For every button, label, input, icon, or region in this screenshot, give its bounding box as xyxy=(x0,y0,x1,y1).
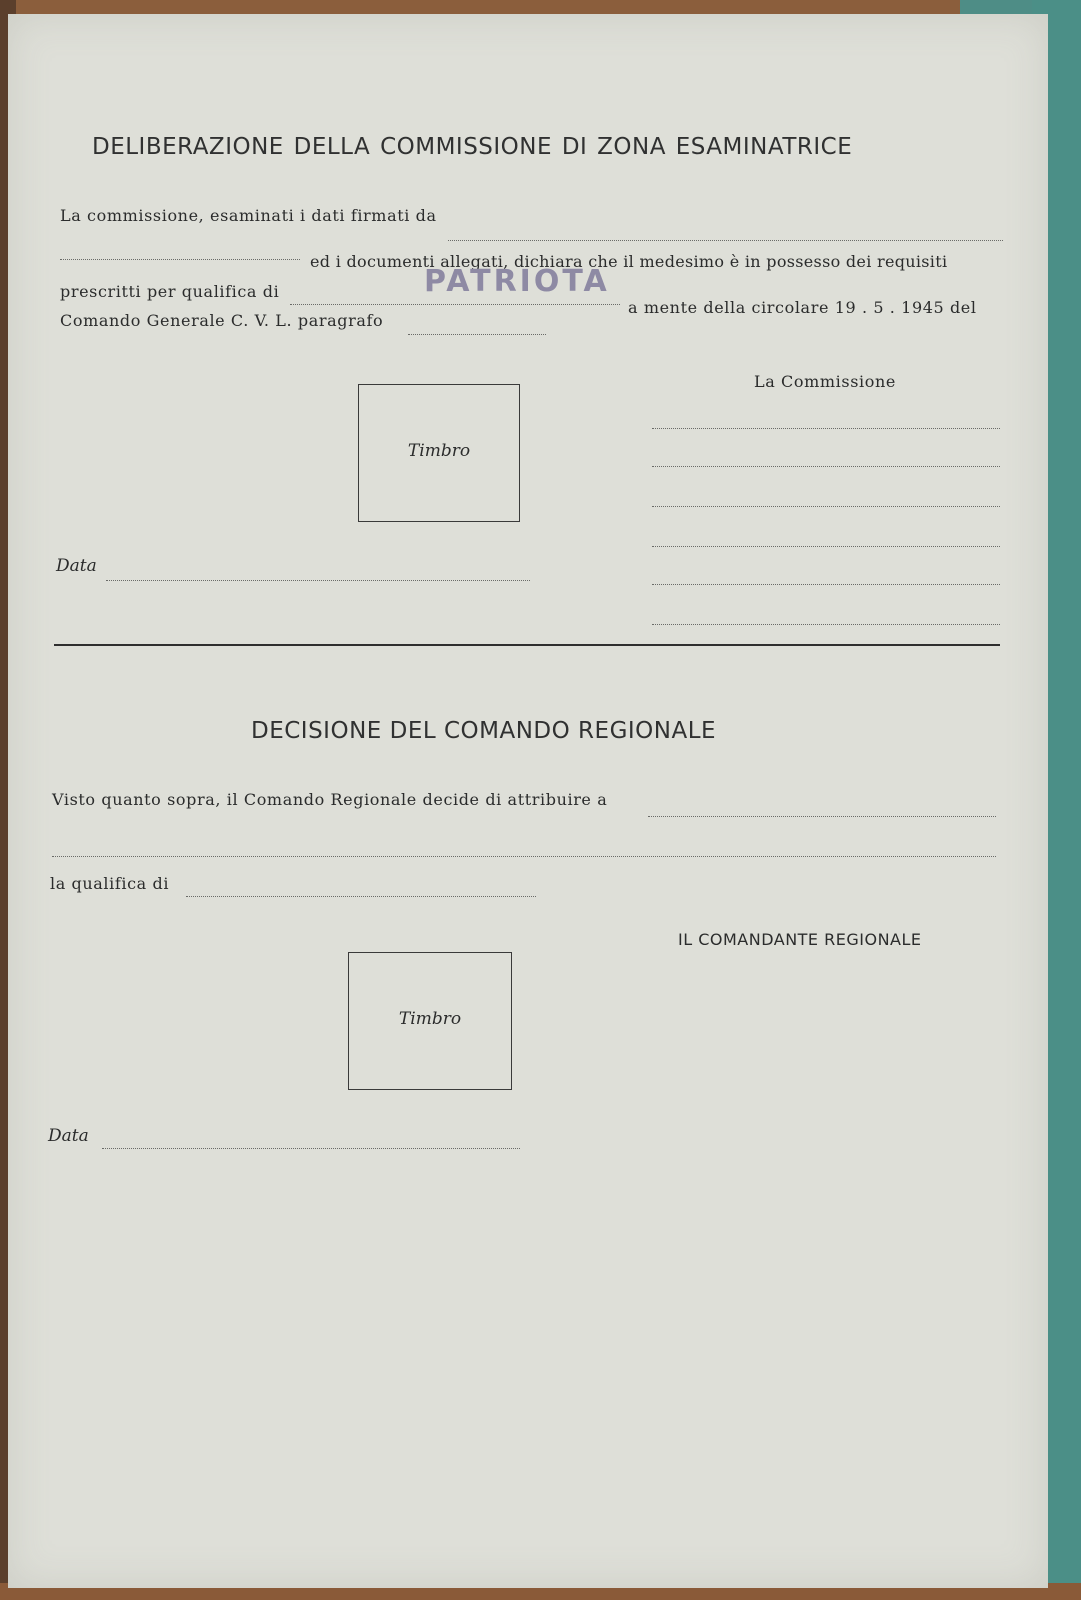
section1-line1-text: La commissione, esaminati i dati firmati da xyxy=(60,206,437,225)
signer-name-field[interactable] xyxy=(448,240,1003,241)
commission-signature-line-5[interactable] xyxy=(652,584,1000,585)
date-label-1: Data xyxy=(56,556,97,576)
commission-signature-line-6[interactable] xyxy=(652,624,1000,625)
recipient-field-continued[interactable] xyxy=(52,856,996,857)
commission-signature-line-4[interactable] xyxy=(652,546,1000,547)
commission-signature-line-3[interactable] xyxy=(652,506,1000,507)
section-divider xyxy=(54,644,1000,646)
document-page xyxy=(8,14,1048,1588)
qualifica-label: la qualifica di xyxy=(50,874,170,893)
section2-title: DECISIONE DEL COMANDO REGIONALE xyxy=(251,718,717,744)
stamp-box-1-label: Timbro xyxy=(407,441,471,461)
commission-signature-line-2[interactable] xyxy=(652,466,1000,467)
stamp-box-1 xyxy=(358,384,520,522)
section1-line3-tail: a mente della circolare 19 . 5 . 1945 del xyxy=(628,298,977,317)
date-field-1[interactable] xyxy=(106,580,530,581)
section1-line4-text: Comando Generale C. V. L. paragrafo xyxy=(60,311,384,330)
qualifica-field[interactable] xyxy=(290,304,620,305)
recipient-field[interactable] xyxy=(648,816,996,817)
signer-name-continued-field[interactable] xyxy=(60,259,300,260)
stamp-box-2-label: Timbro xyxy=(398,1009,462,1029)
date-label-2: Data xyxy=(48,1126,89,1146)
section1-title: DELIBERAZIONE DELLA COMMISSIONE DI ZONA ESAMINATRICE xyxy=(92,134,853,160)
commission-label: La Commissione xyxy=(754,372,896,391)
stamp-box-2 xyxy=(348,952,512,1090)
section2-line1-text: Visto quanto sopra, il Comando Regionale decide di attribuire a xyxy=(52,790,608,809)
commander-label: IL COMANDANTE REGIONALE xyxy=(678,930,922,949)
patriota-stamp: PATRIOTA xyxy=(424,264,610,299)
date-field-2[interactable] xyxy=(102,1148,520,1149)
commission-signature-line-1[interactable] xyxy=(652,428,1000,429)
section1-line2-text: ed i documenti allegati, dichiara che il medesimo è in possesso dei requisiti xyxy=(310,252,948,271)
qualifica-field-2[interactable] xyxy=(186,896,536,897)
section1-line3-text: prescritti per qualifica di xyxy=(60,282,280,301)
paragrafo-field[interactable] xyxy=(408,334,546,335)
